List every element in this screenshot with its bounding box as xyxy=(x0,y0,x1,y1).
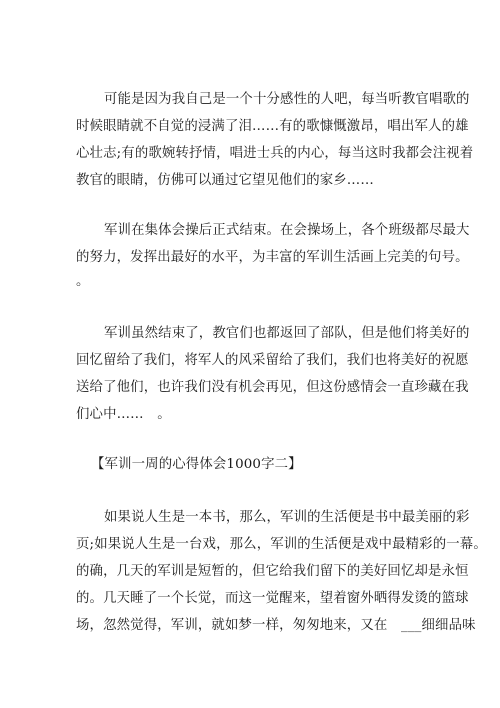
paragraph-2-line-1: 军训在集体会操后正式结束。在会操场上，各个班级都尽最大 xyxy=(104,223,470,238)
paragraph-3-line-3: 送给了他们，也许我们没有机会再见，但这份感情会一直珍藏在我 xyxy=(76,380,469,395)
paragraph-2-line-3: 。 xyxy=(76,274,90,289)
paragraph-4-line-5: 场，忽然觉得，军训，就如梦一样，匆匆地来，又在 ___细细品味 xyxy=(76,618,476,633)
paragraph-4-line-2: 页;如果说人生是一台戏，那么，军训的生活便是戏中最精彩的一幕。 xyxy=(76,537,487,552)
paragraph-4-line-3: 的确，几天的军训是短暂的，但它给我们留下的美好回忆却是永恒 xyxy=(76,564,469,579)
paragraph-1-line-4: 教官的眼睛，仿佛可以通过它望见他们的家乡…… xyxy=(76,173,374,188)
paragraph-4-line-4: 的。几天睡了一个长觉，而这一觉醒来，望着窗外晒得发烫的篮球 xyxy=(76,591,469,606)
paragraph-3-line-1: 军训虽然结束了，教官们也都返回了部队，但是他们将美好的 xyxy=(104,326,470,341)
paragraph-3-line-2: 回忆留给了我们，将军人的风采留给了我们，我们也将美好的祝愿 xyxy=(76,353,469,368)
paragraph-3-line-4: 们心中…… 。 xyxy=(76,407,171,422)
section-heading: 【军训一周的心得体会1000字二】 xyxy=(91,457,302,472)
paragraph-1-line-1: 可能是因为我自己是一个十分感性的人吧，每当听教官唱歌的 xyxy=(104,92,470,107)
paragraph-4-line-1: 如果说人生是一本书，那么，军训的生活便是书中最美丽的彩 xyxy=(104,510,470,525)
paragraph-2-line-2: 的努力，发挥出最好的水平，为丰富的军训生活画上完美的句号。 xyxy=(76,250,469,265)
paragraph-1-line-2: 时候眼睛就不自觉的浸满了泪……有的歌慷慨激昂，唱出军人的雄 xyxy=(76,119,469,134)
paragraph-1-line-3: 心壮志;有的歌婉转抒情，唱进士兵的内心，每当这时我都会注视着 xyxy=(76,146,474,161)
